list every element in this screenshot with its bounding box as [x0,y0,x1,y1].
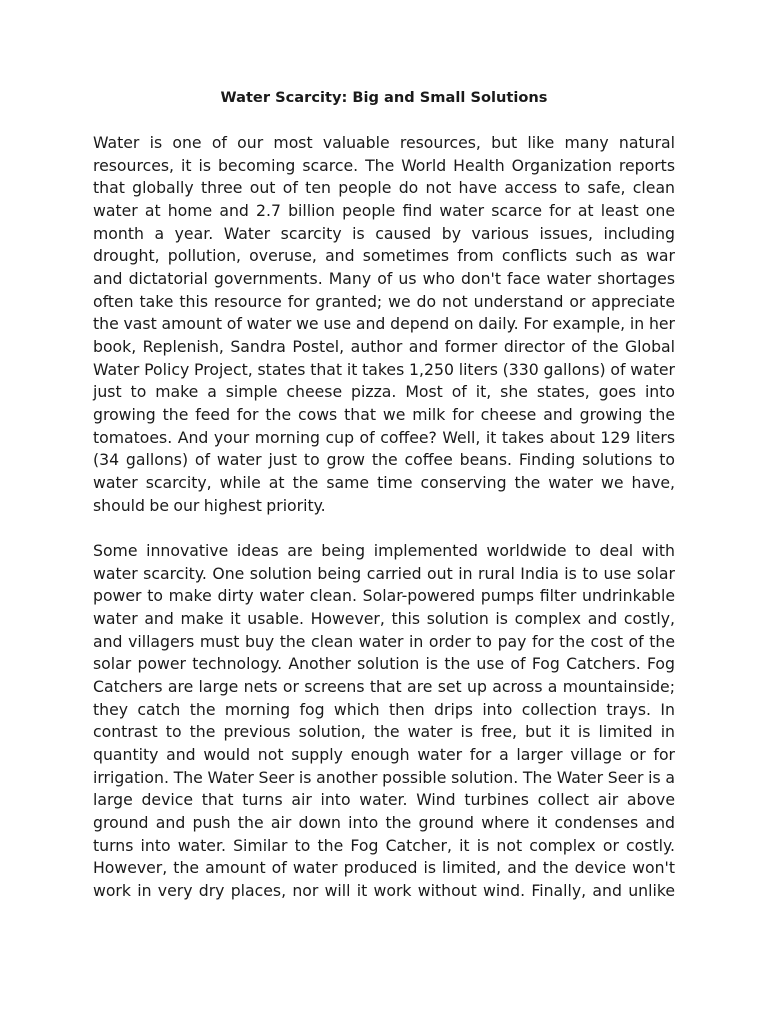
paragraph-solutions: Some innovative ideas are being implemented worldwide to deal with water scarcity. One solution being carried out in rural India is to use solar power to make dirty water clean. Solar-powered pumps filter undrinkable water and make it usable. However, this solution is complex and costly, and villagers must buy the clean water in order to pay for the cost of the solar power technology. Another solution is the use of Fog Catchers. Fog Catchers are large nets or screens that are set up across a mountainside; they catch the morning fog which then drips into collection trays. In contrast to the previous solution, the water is free, but it is limited in quantity and would not supply enough water for a larger village or for irrigation. The Water Seer is another possible solution. The Water Seer is a large device that turns air into water. Wind turbines collect air above ground and push the air down into the ground where it condenses and turns into water. Similar to the Fog Catcher, it is not complex or costly. However, the amount of water produced is limited, and the device won't work in very dry places, nor will it work without wind. Finally, and unlike [93,541,675,900]
document-title: Water Scarcity: Big and Small Solutions [220,89,548,106]
paragraph-intro: Water is one of our most valuable resources, but like many natural resources, it is becoming scarce. The World Health Organization reports that globally three out of ten people do not have access to safe, clean water at home and 2.7 billion people find water scarce for at least one month a year. Water scarcity is caused by various issues, including drought, pollution, overuse, and sometimes from conflicts such as war and dictatorial governments. Many of us who don't face water shortages often take this resource for granted; we do not understand or appreciate the vast amount of water we use and depend on daily. For example, in her book, Replenish, Sandra Postel, author and former director of the Global Water Policy Project, states that it takes 1,250 liters (330 gallons) of water just to make a simple cheese pizza. Most of it, she states, goes into growing the feed for the cows that we milk for cheese and growing the tomatoes. And your morning cup of coffee? Well, it takes about 129 liters (34 gallons) of water just to grow the coffee beans. Finding solutions to water scarcity, while at the same time conserving the water we have, should be our highest priority. [93,133,675,515]
